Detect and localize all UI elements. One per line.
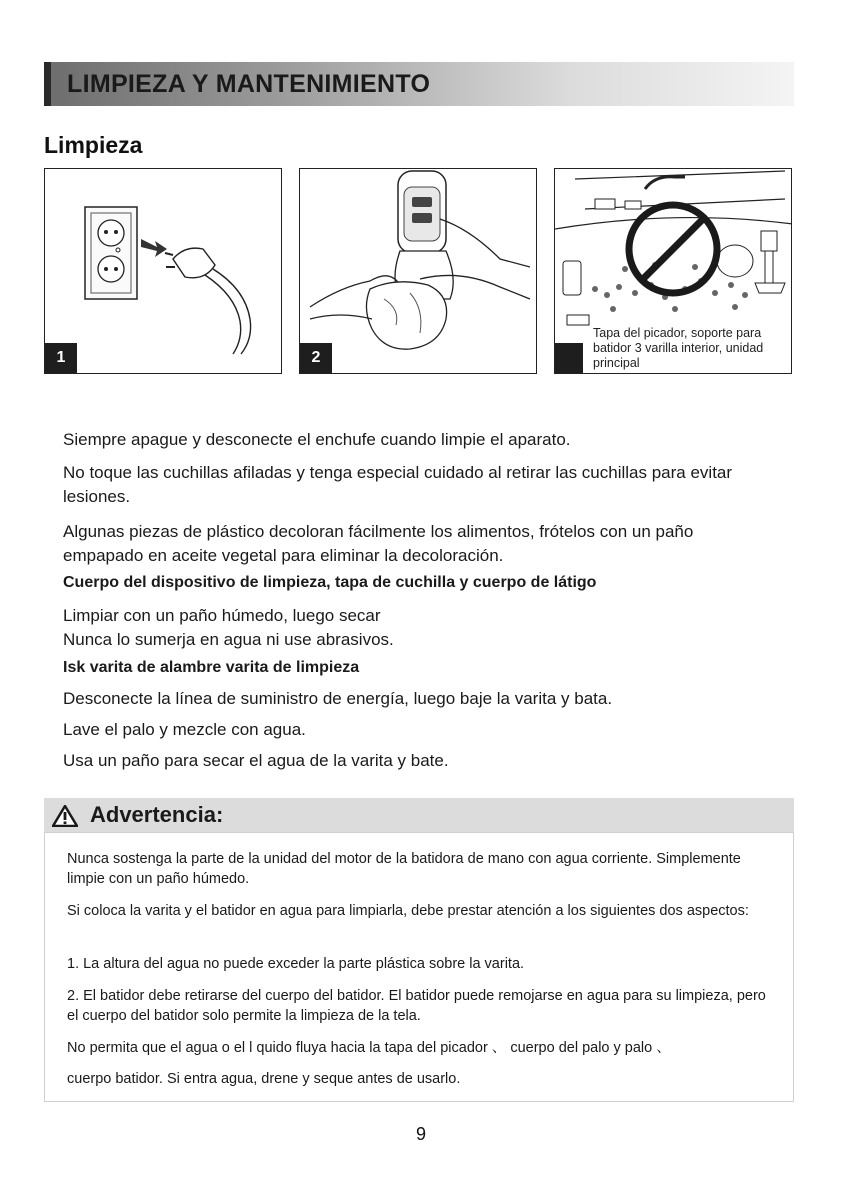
panel-3-caption: Tapa del picador, soporte para batidor 3 varilla interior, unidad principal	[593, 326, 789, 371]
illustration-panel-2	[299, 168, 537, 374]
instruction-blades: No toque las cuchillas afiladas y tenga especial cuidado al retirar las cuchillas para evitar lesiones.	[63, 463, 733, 506]
warning-water-height: 1. La altura del agua no puede exceder la parte plástica sobre la varita.	[67, 956, 525, 972]
step-number-1: 1	[45, 343, 77, 373]
warning-remove-whisk: 2. El batidor debe retirarse del cuerpo del batidor. El batidor puede remojarse en agua para su limpieza, pero el cuerpo del batidor solo permite la limpieza de la tela.	[67, 988, 766, 1024]
section-title: Limpieza	[44, 132, 143, 158]
page-heading: LIMPIEZA Y MANTENIMIENTO	[67, 70, 431, 98]
warning-drain-dry: cuerpo batidor. Si entra agua, drene y seque antes de usarlo.	[67, 1071, 461, 1087]
step-number-3	[555, 343, 583, 373]
warning-two-aspects: Si coloca la varita y el batidor en agua para limpiarla, debe prestar atención a los siguientes dos aspectos:	[67, 903, 749, 919]
warning-title: Advertencia:	[90, 802, 224, 827]
unplug-outlet-icon	[45, 169, 282, 374]
warning-running-water: Nunca sostenga la parte de la unidad del motor de la batidora de mano con agua corriente. Simplemente limpie con un paño húmedo.	[67, 851, 741, 887]
instruction-wash-stick: Lave el palo y mezcle con agua.	[63, 720, 306, 739]
wipe-cloth-icon	[300, 169, 537, 374]
instruction-wipe-dry: Limpiar con un paño húmedo, luego secar	[63, 606, 381, 625]
illustration-panel-3	[554, 168, 792, 374]
illustration-panel-1	[44, 168, 282, 374]
warning-header-bar	[44, 798, 794, 832]
instruction-dry-wand: Usa un paño para secar el agua de la varita y bate.	[63, 751, 449, 770]
subheading-wand-cleaning: Isk varita de alambre varita de limpieza	[63, 659, 360, 676]
warning-no-liquid: No permita que el agua o el l quido fluya hacia la tapa del picador 、 cuerpo del palo y palo 、	[67, 1040, 671, 1056]
step-number-2: 2	[300, 343, 332, 373]
warning-triangle-icon	[52, 805, 78, 827]
instruction-disconnect-wand: Desconecte la línea de suministro de energía, luego baje la varita y bata.	[63, 689, 613, 708]
section-header-bar	[44, 62, 794, 106]
instruction-discoloration: Algunas piezas de plástico decoloran fácilmente los alimentos, frótelos con un paño empapado en aceite vegetal para eliminar la decoloración.	[63, 522, 694, 565]
page-number: 9	[415, 1124, 426, 1144]
instruction-unplug: Siempre apague y desconecte el enchufe cuando limpie el aparato.	[63, 430, 571, 449]
instruction-no-immerse: Nunca lo sumerja en agua ni use abrasivos.	[63, 630, 394, 649]
subheading-body-cleaning: Cuerpo del dispositivo de limpieza, tapa de cuchilla y cuerpo de látigo	[63, 574, 597, 591]
